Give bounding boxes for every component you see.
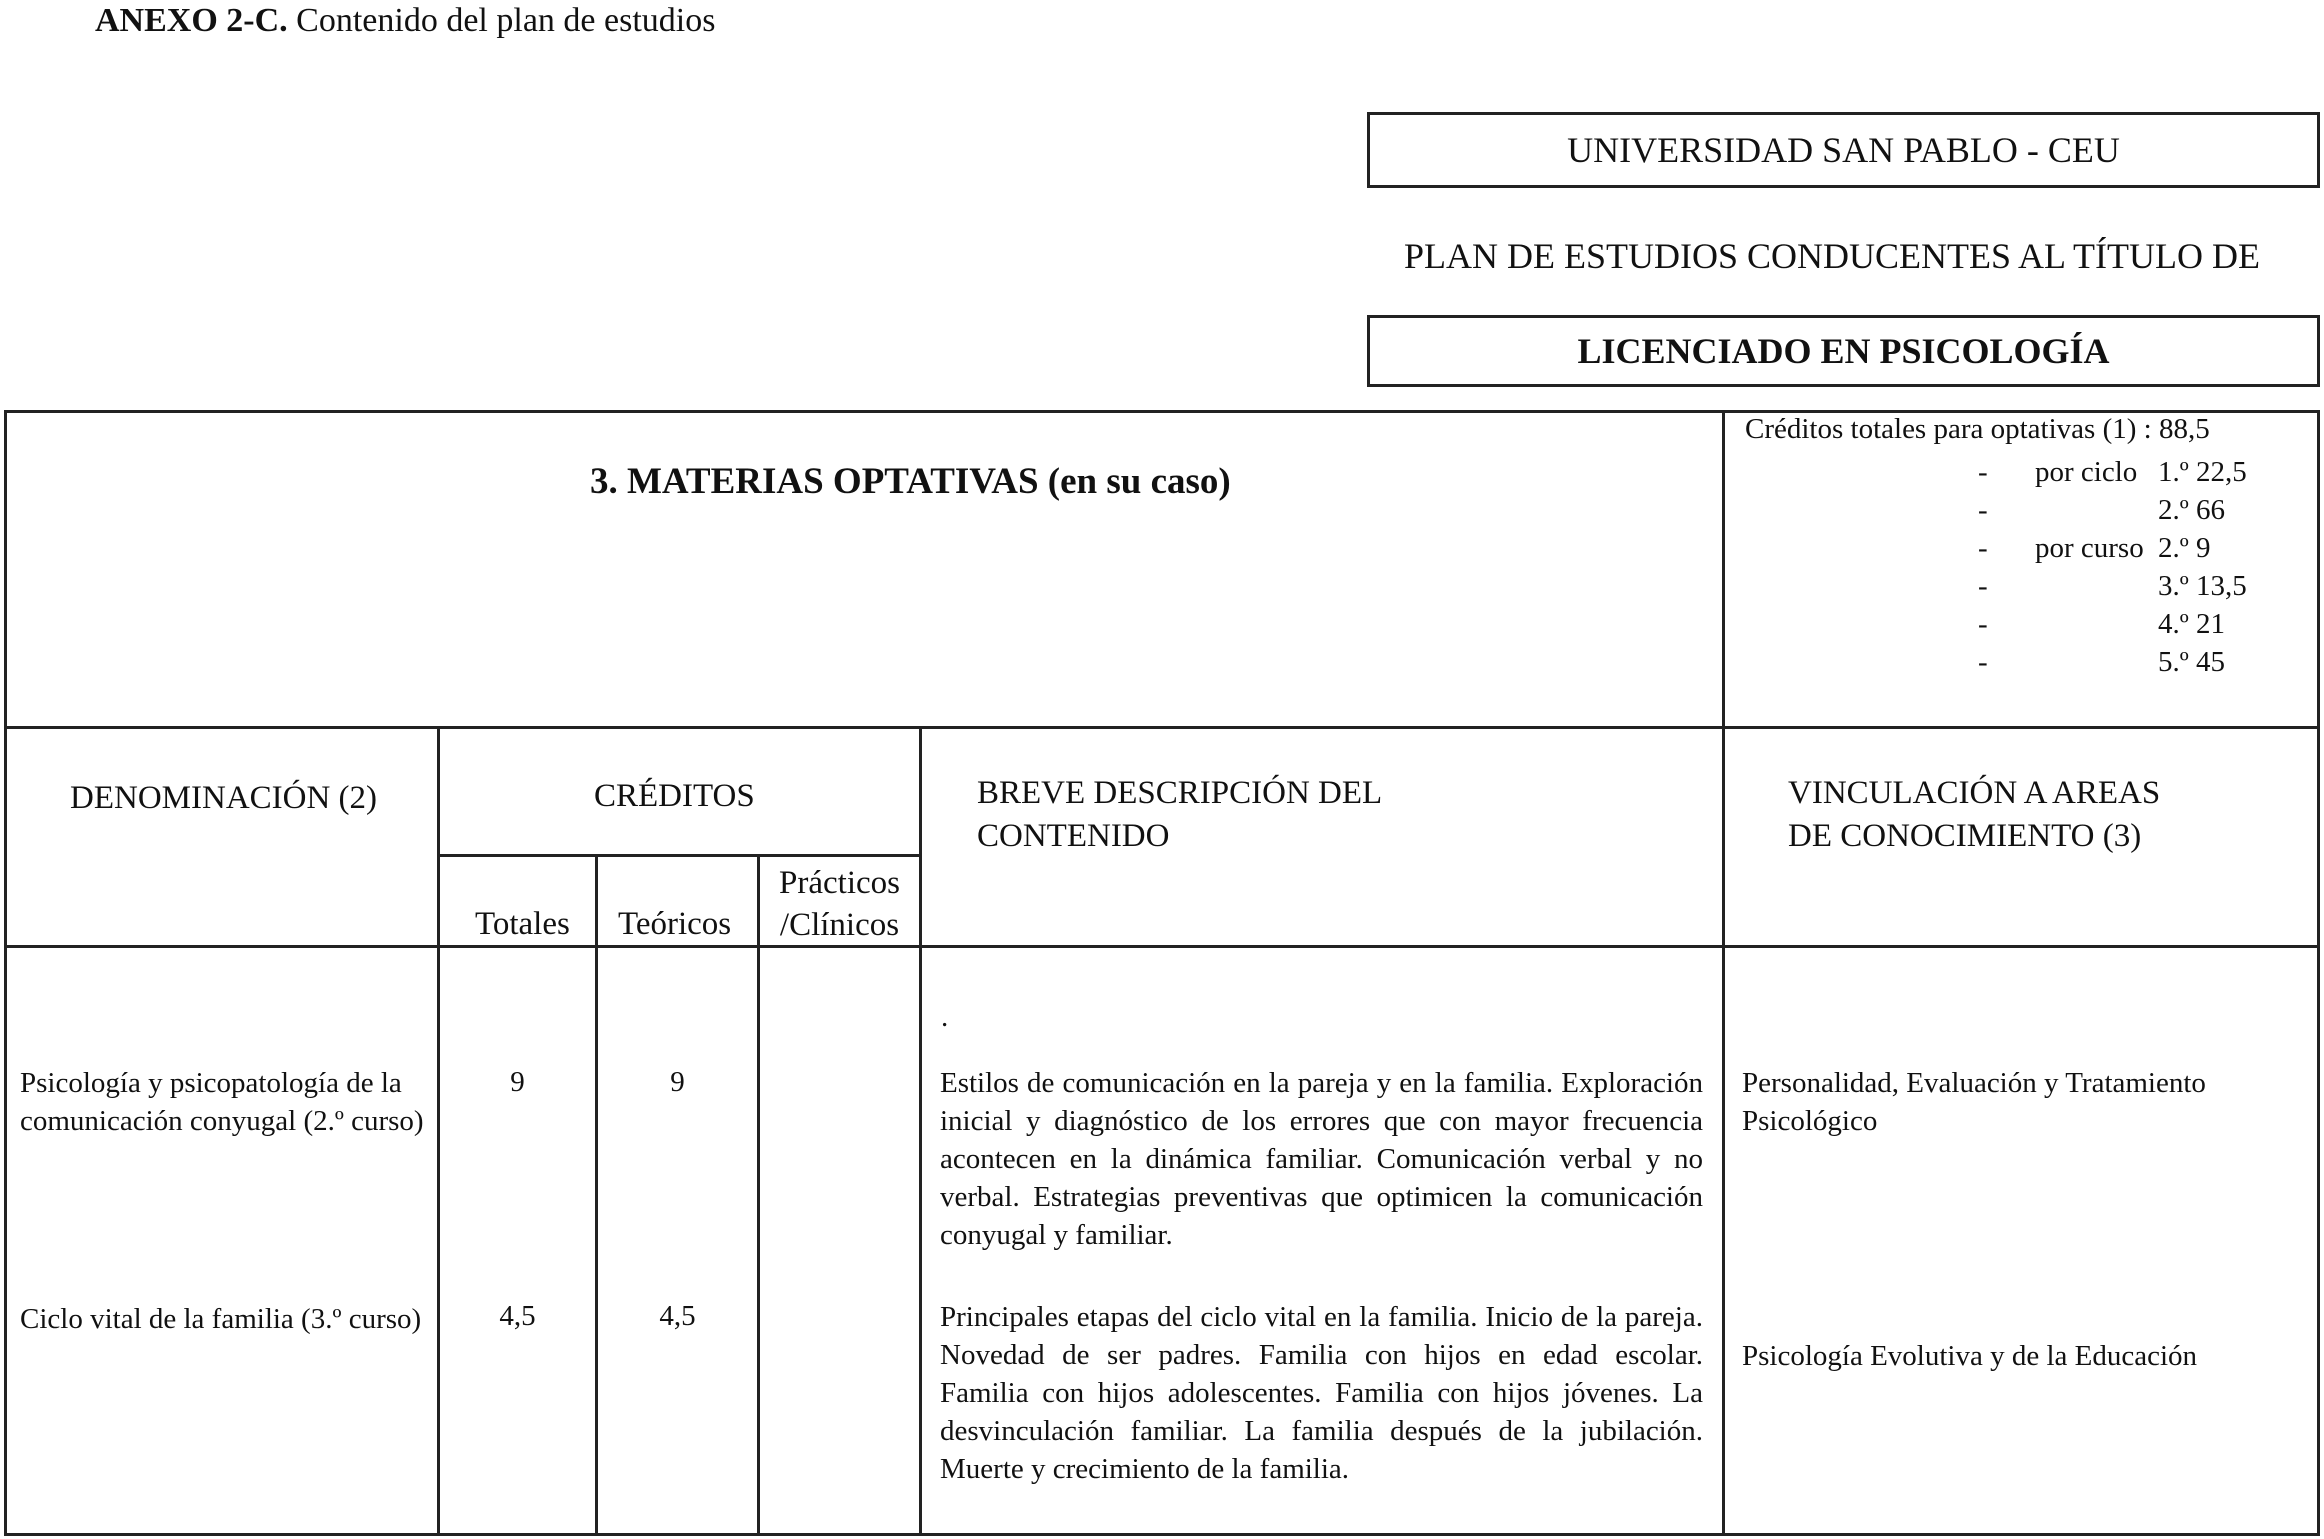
rule-summary-left [1722, 410, 1725, 1536]
stray-mark: . [941, 1001, 949, 1033]
header-vinculacion-line2: DE CONOCIMIENTO (3) [1788, 818, 2142, 854]
rule-below-section [4, 726, 2320, 729]
rule-below-creditos [437, 854, 921, 857]
credits-dash: - [1978, 646, 1988, 678]
credits-dash: - [1978, 570, 1988, 602]
degree-box [1367, 315, 2320, 387]
annex-title [95, 2, 715, 40]
credits-total-title: Créditos totales para optativas (1) : 88,5 [1745, 413, 2210, 445]
header-descripcion [977, 772, 1382, 858]
row-1-totales: 9 [510, 1066, 525, 1098]
header-descripcion-line1: BREVE DESCRIPCIÓN DEL [977, 775, 1383, 811]
header-creditos: CRÉDITOS [594, 778, 755, 814]
credits-value: 3.º 13,5 [2158, 570, 2247, 602]
credits-dash: - [1978, 456, 1988, 488]
credits-label: por ciclo [2035, 456, 2138, 488]
credits-value: 4.º 21 [2158, 608, 2225, 640]
credits-dash: - [1978, 532, 1988, 564]
university-name: UNIVERSIDAD SAN PABLO - CEU [1567, 130, 2120, 170]
credits-value: 5.º 45 [2158, 646, 2225, 678]
annex-label: ANEXO 2-C. [95, 2, 288, 39]
credits-value: 2.º 66 [2158, 494, 2225, 526]
rule-totales-right [595, 854, 598, 1536]
rule-denominacion-right [437, 726, 440, 1536]
row-2-teoricos: 4,5 [659, 1300, 696, 1332]
row-1-descripcion: Estilos de comunicación en la pareja y en la familia. Exploración inicial y diagnóstico de los errores que con mayor frecuencia acontecen en la dinámica familiar. Comunicación verbal y no verbal. Estrategias preventivas que optimicen la comunicación conyugal y familiar. [940, 1067, 1703, 1251]
credits-dash: - [1978, 608, 1988, 640]
annex-subtitle: Contenido del plan de estudios [287, 2, 716, 39]
header-denominacion: DENOMINACIÓN (2) [70, 780, 378, 816]
header-totales: Totales [475, 906, 570, 942]
row-2-descripcion: Principales etapas del ciclo vital en la familia. Inicio de la pareja. Novedad de ser padres. Familia con hijos en edad escolar. Familia con hijos adolescentes. Familia con hijos jóvenes. La desvinculación familiar. La familia después de la jubilación. Muerte y crecimiento de la familia. [940, 1301, 1703, 1485]
university-box [1367, 112, 2320, 188]
header-vinculacion-line1: VINCULACIÓN A AREAS [1788, 775, 2161, 811]
credits-value: 1.º 22,5 [2158, 456, 2247, 488]
header-practicos-line1: Prácticos [779, 865, 900, 901]
row-2-totales: 4,5 [499, 1300, 536, 1332]
rule-below-headers [4, 945, 2320, 948]
header-practicos-line2: /Clínicos [779, 907, 900, 943]
row-1-vinculacion: Personalidad, Evaluación y Tratamiento Psicológico [1742, 1067, 2206, 1137]
credits-label: por curso [2035, 532, 2144, 564]
credits-value: 2.º 9 [2158, 532, 2211, 564]
header-descripcion-line2: CONTENIDO [977, 818, 1170, 854]
row-2-vinculacion: Psicología Evolutiva y de la Educación [1742, 1340, 2198, 1372]
rule-teoricos-right [757, 854, 760, 1536]
header-teoricos: Teóricos [618, 906, 732, 942]
rule-creditos-right [919, 726, 922, 1536]
row-1-teoricos: 9 [670, 1066, 685, 1098]
header-practicos [760, 862, 919, 946]
degree-title: LICENCIADO EN PSICOLOGÍA [1577, 331, 2110, 371]
credits-dash: - [1978, 494, 1988, 526]
plan-line: PLAN DE ESTUDIOS CONDUCENTES AL TÍTULO DE [1404, 236, 2260, 276]
row-1-denominacion: Psicología y psicopatología de la comunicación conyugal (2.º curso) [20, 1067, 424, 1137]
section-title: 3. MATERIAS OPTATIVAS (en su caso) [590, 461, 1231, 502]
row-2-denominacion: Ciclo vital de la familia (3.º curso) [20, 1303, 422, 1335]
header-vinculacion [1788, 772, 2160, 858]
